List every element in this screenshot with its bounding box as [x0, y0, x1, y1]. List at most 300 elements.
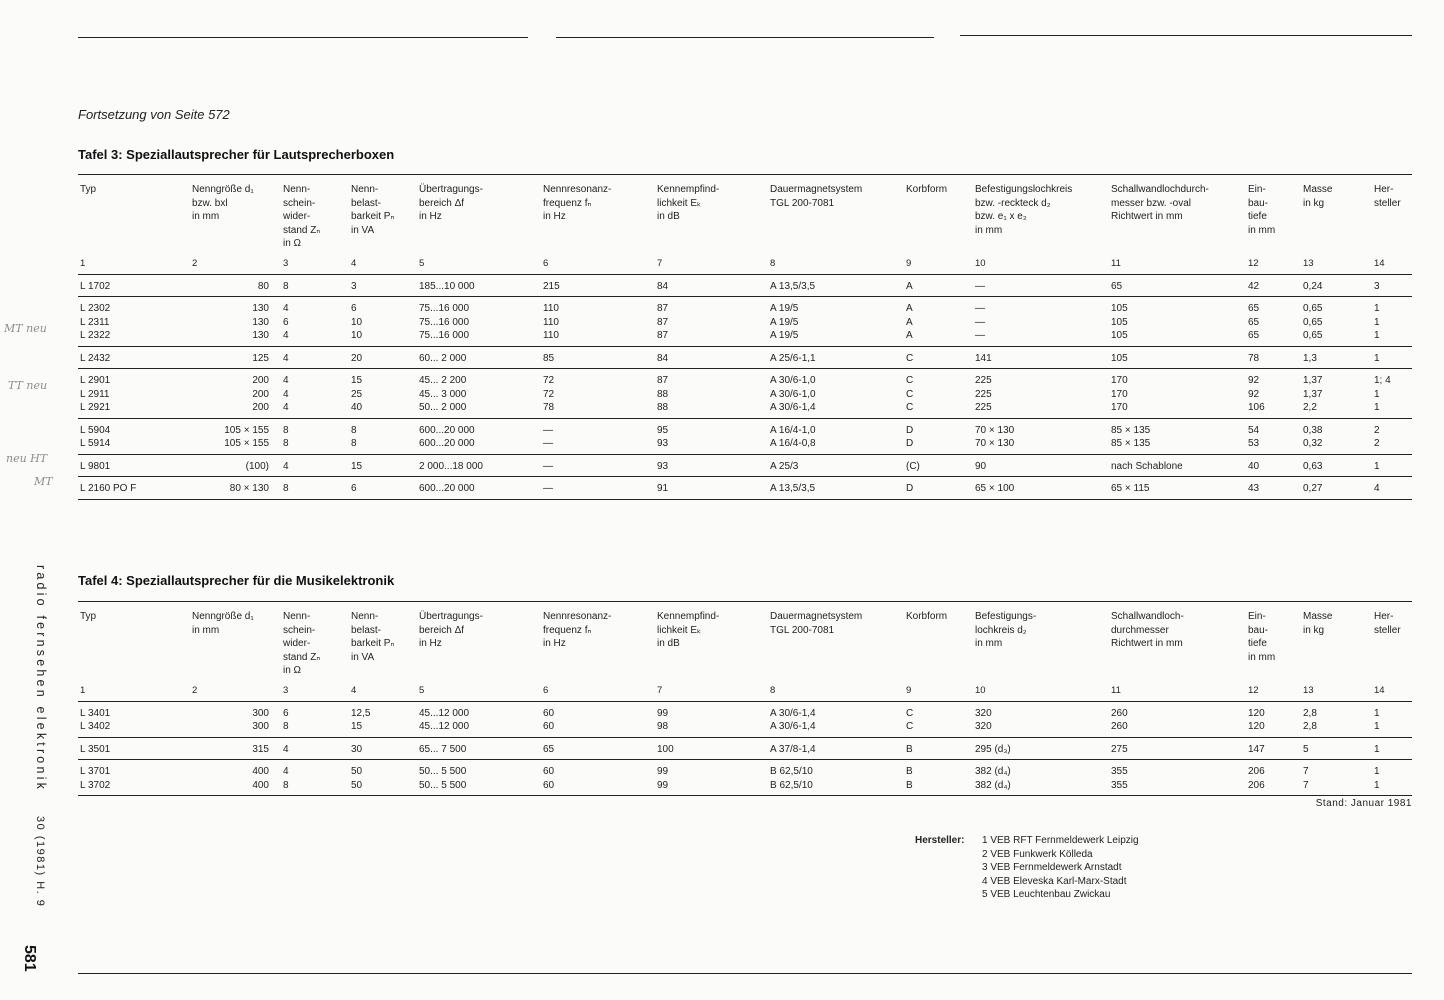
table-cell: L 2311 — [80, 316, 110, 328]
table-cell: 105 — [1111, 316, 1128, 328]
column-header: Schallwandlochdurch- messer bzw. -oval Richtwert in mm — [1111, 184, 1209, 222]
table-cell: A 30/6-1,0 — [770, 375, 816, 386]
table-cell: B 62,5/10 — [770, 766, 813, 777]
table-row — [78, 454, 1412, 477]
column-number: 8 — [768, 255, 904, 274]
column-header: Typ — [80, 611, 97, 622]
table-row — [78, 369, 1412, 388]
table-cell: L 2160 PO F — [78, 477, 190, 500]
table-cell: L 2901 — [80, 375, 111, 386]
table-cell: 105 — [1111, 303, 1128, 314]
table-cell: 85 × 135 — [1111, 424, 1151, 436]
table-cell: A — [904, 274, 973, 297]
tafel4-column-number-row — [78, 682, 1412, 701]
column-header: Masse in kg — [1303, 184, 1333, 209]
table-cell: A 30/6-1,4 — [770, 707, 816, 719]
table-cell: 300 — [190, 720, 281, 737]
table-cell: A 13,5/3,5 — [768, 274, 904, 297]
table-row — [78, 346, 1412, 369]
tafel3-column-number-row — [78, 255, 1412, 274]
column-header: Nenngröße d₁ in mm — [192, 611, 254, 636]
table-cell: 1,37 — [1303, 388, 1323, 400]
manufacturer-item: 3 VEB Fernmeldewerk Arnstadt — [982, 862, 1122, 873]
table-cell: 2,8 — [1303, 707, 1317, 719]
table-cell: 92 — [1248, 388, 1260, 400]
table-cell: 20 — [349, 346, 417, 369]
table-cell: C — [906, 375, 914, 386]
table-cell: 65 — [1246, 329, 1301, 346]
column-number: 5 — [417, 682, 541, 701]
table-cell: 7 — [1303, 766, 1309, 777]
column-number: 4 — [349, 682, 417, 701]
table-cell: A 25/6-1,1 — [768, 346, 904, 369]
table-cell: 45... 2 200 — [419, 375, 467, 386]
table-cell: 93 — [655, 454, 768, 477]
table-cell: 75...16 000 — [417, 329, 541, 346]
tafel4-table — [78, 601, 1412, 796]
table-cell: 200 — [252, 375, 269, 386]
column-header: Korbform — [906, 611, 948, 622]
column-header: Nenngröße d₁ bzw. bxl in mm — [192, 184, 254, 222]
column-number: 9 — [904, 682, 973, 701]
manufacturer-item: 5 VEB Leuchtenbau Zwickau — [982, 889, 1111, 900]
table-cell: 300 — [252, 707, 269, 719]
column-header: Dauermagnetsystem TGL 200-7081 — [770, 184, 863, 209]
table-cell: 85 × 135 — [1109, 437, 1246, 454]
table-cell: 45...12 000 — [419, 707, 470, 719]
table-cell: B — [904, 737, 973, 760]
table-cell: 1 — [1372, 401, 1412, 418]
table-cell: 88 — [657, 388, 669, 400]
table-cell: 105 × 155 — [190, 437, 281, 454]
table-cell: 206 — [1248, 766, 1265, 777]
table-cell: 106 — [1246, 401, 1301, 418]
table-cell: 40 — [1246, 454, 1301, 477]
column-number: 1 — [78, 255, 190, 274]
table-cell: 80 × 130 — [190, 477, 281, 500]
table-cell: D — [904, 437, 973, 454]
table-cell: 99 — [657, 707, 669, 719]
table-cell: 80 — [190, 274, 281, 297]
table-cell: 3 — [1372, 274, 1412, 297]
table-cell: 12,5 — [351, 707, 371, 719]
table-cell: 65 — [541, 737, 655, 760]
table-cell: 0,65 — [1301, 329, 1372, 346]
column-header: Korbform — [906, 184, 948, 195]
table-cell: A 13,5/3,5 — [768, 477, 904, 500]
table-cell: A 16/4-0,8 — [768, 437, 904, 454]
table-cell: 84 — [655, 346, 768, 369]
stand-date: Stand: Januar 1981 — [1315, 798, 1412, 809]
column-number: 10 — [973, 255, 1109, 274]
table-cell: 130 — [252, 316, 269, 328]
journal-issue: 30 (1981) H. 9 — [34, 816, 46, 908]
table-cell: 1,37 — [1303, 375, 1323, 386]
table-cell: 40 — [349, 401, 417, 418]
top-rule-left — [78, 37, 528, 38]
table-cell: 6 — [351, 303, 357, 314]
table-cell: L 5904 — [80, 424, 111, 436]
table-cell: 0,32 — [1301, 437, 1372, 454]
table-cell: D — [904, 477, 973, 500]
table-cell: B — [906, 766, 913, 777]
table-cell: 2 000...18 000 — [417, 454, 541, 477]
table-cell: 400 — [252, 766, 269, 777]
table-cell: 10 — [351, 316, 363, 328]
table-cell: 4 — [283, 388, 289, 400]
table-cell: 100 — [655, 737, 768, 760]
table-cell: 4 — [283, 303, 289, 314]
page-number: 581 — [21, 945, 38, 972]
table-cell: 78 — [1246, 346, 1301, 369]
table-cell: 45...12 000 — [417, 720, 541, 737]
table-cell: 4 — [283, 375, 289, 386]
table-cell: 50 — [349, 779, 417, 796]
table-cell: A 19/5 — [768, 329, 904, 346]
column-header: Kennempfind- lichkeit Eₖ in dB — [657, 611, 720, 649]
table-cell: 60... 2 000 — [417, 346, 541, 369]
table-cell: 70 × 130 — [973, 437, 1109, 454]
column-number: 8 — [768, 682, 904, 701]
table-cell: 1 — [1374, 707, 1380, 719]
table-cell: 1 — [1372, 720, 1412, 737]
table-cell: 60 — [543, 766, 555, 777]
table-cell: 200 — [190, 401, 281, 418]
table-cell: 7 — [1301, 779, 1372, 796]
table-cell: 99 — [657, 766, 669, 777]
table-cell: 260 — [1111, 707, 1128, 719]
column-number: 11 — [1109, 255, 1246, 274]
table-cell: 50... 5 500 — [417, 779, 541, 796]
table-cell: L 2911 — [80, 388, 110, 400]
table-cell: 215 — [541, 274, 655, 297]
table-cell: 200 — [252, 388, 269, 400]
table-cell: 87 — [657, 316, 669, 328]
table-cell: 0,63 — [1301, 454, 1372, 477]
table-cell: 99 — [655, 779, 768, 796]
pencil-annotation: neu HT — [6, 452, 48, 465]
table-cell: 65 × 115 — [1109, 477, 1246, 500]
table-cell: 10 — [349, 329, 417, 346]
table-cell: 600...20 000 — [417, 477, 541, 500]
table-cell: 65... 7 500 — [417, 737, 541, 760]
table-cell: 90 — [973, 454, 1109, 477]
table-cell: 6 — [283, 316, 289, 328]
table-cell: — — [975, 303, 985, 314]
table-cell: 4 — [281, 401, 349, 418]
table-cell: 25 — [351, 388, 363, 400]
table-cell: 15 — [349, 454, 417, 477]
table-cell: 120 — [1248, 707, 1265, 719]
table-cell: 65 — [1248, 303, 1260, 314]
column-number: 7 — [655, 682, 768, 701]
column-number: 14 — [1372, 682, 1412, 701]
tafel4-body — [78, 701, 1412, 796]
table-cell: 2,2 — [1301, 401, 1372, 418]
table-cell: L 3702 — [78, 779, 190, 796]
table-cell: 4 — [281, 737, 349, 760]
column-number: 14 — [1372, 255, 1412, 274]
pencil-annotation: MT — [34, 475, 53, 488]
table-cell: 65 — [1109, 274, 1246, 297]
table-cell: — — [541, 437, 655, 454]
table-cell: 600...20 000 — [419, 424, 475, 436]
table-cell: 65 × 100 — [973, 477, 1109, 500]
table-cell: 95 — [657, 424, 669, 436]
table-cell: — — [543, 424, 553, 436]
table-cell: 65 — [1248, 316, 1260, 328]
table-cell: A 16/4-1,0 — [770, 424, 816, 436]
tafel4-header-row — [78, 601, 1412, 682]
column-number: 2 — [190, 255, 281, 274]
manufacturer-legend-label: Hersteller: — [915, 835, 965, 846]
table-cell: 8 — [349, 437, 417, 454]
table-cell: 1; 4 — [1374, 375, 1391, 386]
column-header: Her- steller — [1374, 184, 1401, 209]
table-cell: A — [906, 316, 913, 328]
journal-name: radio fernsehen elektronik — [34, 565, 48, 793]
tafel4-title: Tafel 4: Speziallautsprecher für die Musikelektronik — [78, 573, 395, 588]
table-cell: 3 — [349, 274, 417, 297]
table-row — [78, 329, 1412, 346]
table-row — [78, 720, 1412, 737]
top-rule-right — [960, 35, 1412, 36]
table-cell: 1 — [1372, 737, 1412, 760]
column-header: Befestigungslochkreis bzw. -reckteck d₂ bzw. e₁ x e₂ in mm — [975, 184, 1073, 236]
table-cell: 1 — [1372, 779, 1412, 796]
table-cell: 1,3 — [1301, 346, 1372, 369]
table-cell: 5 — [1301, 737, 1372, 760]
manufacturer-legend — [915, 834, 1139, 902]
table-cell: 92 — [1248, 375, 1260, 386]
table-cell: 1 — [1374, 388, 1380, 400]
journal-margin-text — [34, 565, 48, 907]
table-row — [78, 297, 1412, 316]
column-header: Nennresonanz- frequenz fₙ in Hz — [543, 184, 612, 222]
column-header: Her- steller — [1374, 611, 1401, 636]
table-cell: 72 — [543, 375, 555, 386]
table-cell: A 19/5 — [770, 303, 799, 314]
table-cell: 78 — [541, 401, 655, 418]
column-header: Schallwandloch- durchmesser Richtwert in mm — [1111, 611, 1184, 649]
tafel3-title: Tafel 3: Speziallautsprecher für Lautsprecherboxen — [78, 147, 395, 162]
table-cell: 6 — [283, 707, 289, 719]
table-cell: L 1702 — [78, 274, 190, 297]
table-cell: A 30/6-1,4 — [768, 720, 904, 737]
column-number: 2 — [190, 682, 281, 701]
table-cell: 125 — [190, 346, 281, 369]
column-number: 3 — [281, 682, 349, 701]
table-cell: C — [906, 707, 914, 719]
table-cell: 8 — [281, 720, 349, 737]
table-cell: 50... 5 500 — [419, 766, 467, 777]
table-cell: A 37/8-1,4 — [768, 737, 904, 760]
column-header: Befestigungs- lochkreis d₂ in mm — [975, 611, 1037, 649]
table-cell: 50... 2 000 — [417, 401, 541, 418]
table-cell: 2 — [1372, 437, 1412, 454]
table-cell: 15 — [349, 720, 417, 737]
column-header: Typ — [80, 184, 97, 195]
table-cell: L 3501 — [78, 737, 190, 760]
table-cell: 110 — [543, 316, 559, 328]
table-cell: — — [973, 329, 1109, 346]
column-header: Nenn- schein- wider- stand Zₙ in Ω — [283, 611, 321, 676]
tafel3-header-row — [78, 174, 1412, 255]
column-number: 7 — [655, 255, 768, 274]
column-number: 13 — [1301, 682, 1372, 701]
table-cell: L 5914 — [78, 437, 190, 454]
table-cell: 0,65 — [1303, 316, 1323, 328]
table-cell: 147 — [1246, 737, 1301, 760]
table-cell: — — [975, 316, 985, 328]
tafel3-body — [78, 274, 1412, 499]
table-row — [78, 760, 1412, 779]
table-cell: 75...16 000 — [419, 316, 470, 328]
table-cell: A 30/6-1,4 — [768, 401, 904, 418]
table-cell: 87 — [655, 329, 768, 346]
table-cell: C — [904, 720, 973, 737]
column-header: Masse in kg — [1303, 611, 1333, 636]
table-cell: 1 — [1374, 316, 1380, 328]
table-cell: 105 — [1109, 346, 1246, 369]
table-cell: L 2302 — [80, 303, 111, 314]
table-cell: 141 — [973, 346, 1109, 369]
column-number: 5 — [417, 255, 541, 274]
table-cell: 1 — [1372, 329, 1412, 346]
bottom-rule — [78, 973, 1412, 974]
table-cell: 600...20 000 — [417, 437, 541, 454]
table-cell: 105 — [1109, 329, 1246, 346]
table-cell: 1 — [1374, 766, 1380, 777]
table-cell: L 3701 — [80, 766, 111, 777]
table-cell: 355 — [1109, 779, 1246, 796]
table-cell: 4 — [281, 454, 349, 477]
table-cell: 84 — [655, 274, 768, 297]
table-cell: A 30/6-1,0 — [770, 388, 816, 400]
table-cell: 6 — [349, 477, 417, 500]
table-cell: 170 — [1111, 388, 1128, 400]
table-cell: 382 (d₄) — [973, 779, 1109, 796]
table-cell: 1 — [1372, 454, 1412, 477]
column-number: 9 — [904, 255, 973, 274]
column-header: Kennempfind- lichkeit Eₖ in dB — [657, 184, 720, 222]
table-cell: 45... 3 000 — [419, 388, 467, 400]
table-cell: 43 — [1246, 477, 1301, 500]
table-cell: 15 — [351, 375, 363, 386]
table-cell: 88 — [655, 401, 768, 418]
table-cell: 30 — [349, 737, 417, 760]
table-cell: B 62,5/10 — [768, 779, 904, 796]
table-row — [78, 779, 1412, 796]
table-cell: 225 — [975, 375, 992, 386]
table-cell: A 25/3 — [768, 454, 904, 477]
table-cell: B — [904, 779, 973, 796]
table-row — [78, 477, 1412, 500]
table-cell: (C) — [904, 454, 973, 477]
table-cell: L 3401 — [80, 707, 111, 719]
table-cell: 185...10 000 — [417, 274, 541, 297]
table-cell: 85 — [541, 346, 655, 369]
table-cell: 4 — [1372, 477, 1412, 500]
table-cell: C — [904, 401, 973, 418]
table-cell: 0,27 — [1301, 477, 1372, 500]
table-cell: 8 — [283, 424, 289, 436]
table-cell: 4 — [283, 766, 289, 777]
table-cell: 54 — [1248, 424, 1260, 436]
table-cell: 260 — [1109, 720, 1246, 737]
table-cell: 93 — [655, 437, 768, 454]
table-cell: 53 — [1246, 437, 1301, 454]
manufacturer-item: 2 VEB Funkwerk Kölleda — [982, 848, 1093, 860]
table-cell: 225 — [973, 401, 1109, 418]
table-cell: 206 — [1246, 779, 1301, 796]
table-cell: A — [904, 329, 973, 346]
column-header: Nennresonanz- frequenz fₙ in Hz — [543, 611, 612, 649]
table-cell: 98 — [655, 720, 768, 737]
column-header: Übertragungs- bereich Δf in Hz — [419, 611, 483, 649]
table-cell: 170 — [1111, 375, 1128, 386]
top-rule-middle — [556, 37, 934, 38]
column-number: 12 — [1246, 682, 1301, 701]
table-cell: 8 — [281, 274, 349, 297]
column-number: 6 — [541, 255, 655, 274]
table-row — [78, 274, 1412, 297]
table-cell: 4 — [281, 329, 349, 346]
pencil-annotation: MT neu — [4, 322, 47, 335]
table-cell: nach Schablone — [1109, 454, 1246, 477]
table-cell: 130 — [252, 303, 269, 314]
table-cell: 120 — [1246, 720, 1301, 737]
column-header: Übertragungs- bereich Δf in Hz — [419, 184, 483, 222]
column-number: 3 — [281, 255, 349, 274]
table-cell: (100) — [190, 454, 281, 477]
table-cell: L 2432 — [78, 346, 190, 369]
table-cell: C — [906, 388, 914, 400]
table-cell: 295 (d₃) — [973, 737, 1109, 760]
table-cell: — — [541, 477, 655, 500]
table-cell: 70 × 130 — [975, 424, 1015, 436]
table-cell: 87 — [657, 303, 669, 314]
table-row — [78, 737, 1412, 760]
table-cell: 8 — [281, 437, 349, 454]
table-cell: 400 — [190, 779, 281, 796]
manufacturer-item: 1 VEB RFT Fernmeldewerk Leipzig — [982, 835, 1139, 846]
table-cell: — — [541, 454, 655, 477]
column-number: 10 — [973, 682, 1109, 701]
column-number: 13 — [1301, 255, 1372, 274]
table-row — [78, 401, 1412, 418]
table-cell: 0,65 — [1303, 303, 1323, 314]
table-cell: 320 — [973, 720, 1109, 737]
table-cell: 8 — [281, 779, 349, 796]
table-cell: 1 — [1372, 346, 1412, 369]
table-cell: 130 — [190, 329, 281, 346]
table-cell: 170 — [1109, 401, 1246, 418]
table-cell: 60 — [541, 779, 655, 796]
column-header: Nenn- belast- barkeit Pₙ in VA — [351, 184, 395, 236]
table-cell: 315 — [190, 737, 281, 760]
manufacturer-item: 4 VEB Eleveska Karl-Marx-Stadt — [982, 875, 1127, 887]
table-cell: 2 — [1374, 424, 1380, 436]
table-cell: 60 — [541, 720, 655, 737]
table-cell: 4 — [281, 346, 349, 369]
table-cell: 8 — [351, 424, 357, 436]
table-cell: 110 — [541, 329, 655, 346]
table-cell: — — [973, 274, 1109, 297]
table-cell: L 9801 — [78, 454, 190, 477]
table-cell: D — [906, 424, 914, 436]
continued-note: Fortsetzung von Seite 572 — [78, 107, 230, 122]
